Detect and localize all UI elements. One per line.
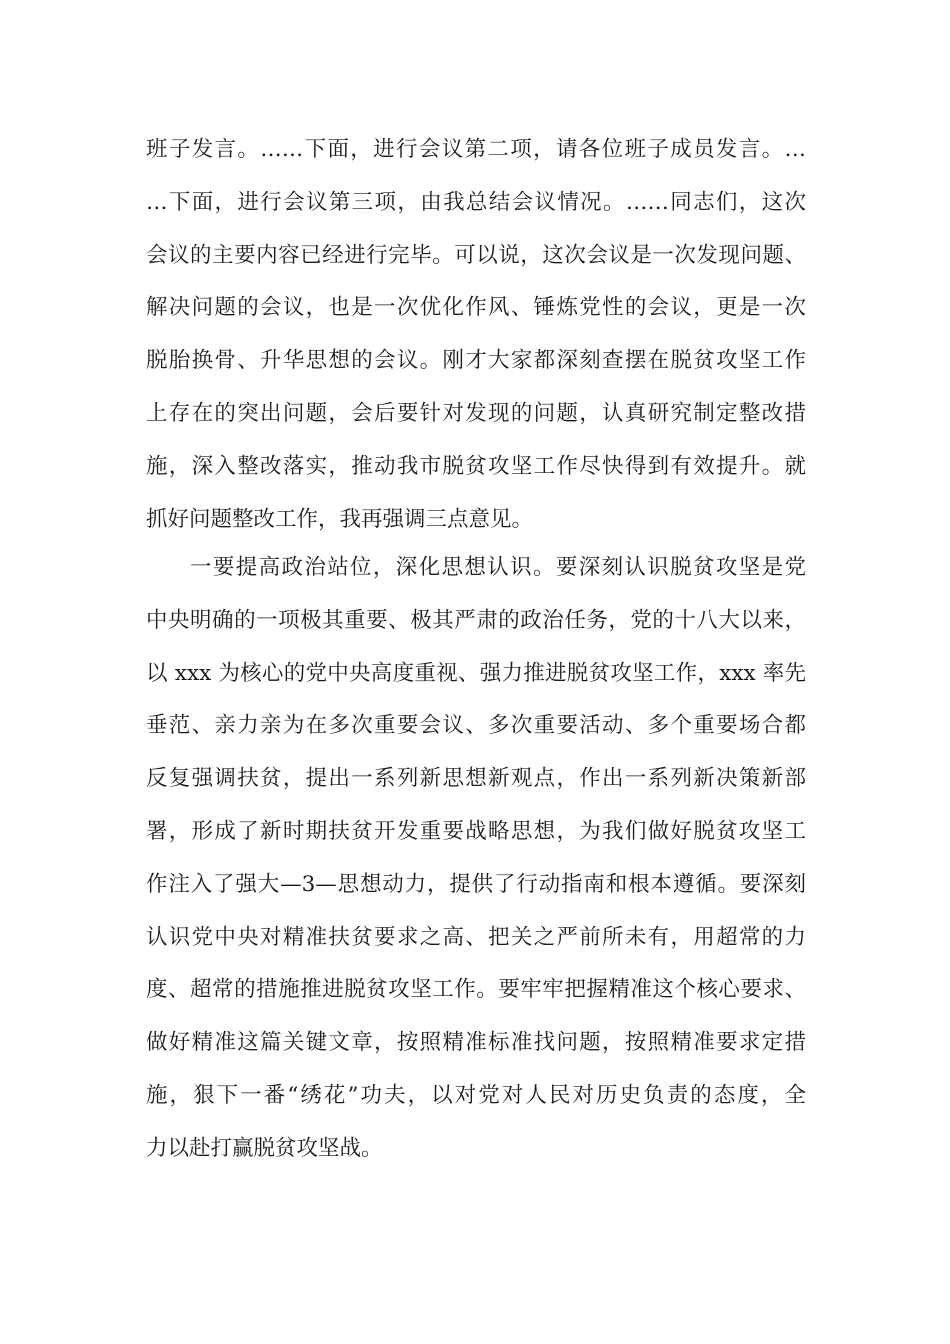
text-line: 施，狠下一番“绣花”功夫，以对党对人民对历史负责的态度，全 [146,1082,806,1108]
text-line: 认识党中央对精准扶贫要求之高、把关之严前所未有，用超常的力 [146,924,806,950]
text-line: 度、超常的措施推进脱贫攻坚工作。要牢牢把握精准这个核心要求、 [146,977,806,1003]
text-line: 反复强调扶贫，提出一系列新思想新观点，作出一系列新决策新部 [146,766,806,792]
text-line: …下面，进行会议第三项，由我总结会议情况。……同志们，这次 [146,189,806,215]
text-line: 垂范、亲力亲为在多次重要会议、多次重要活动、多个重要场合都 [146,713,806,739]
text-line: 解决问题的会议，也是一次优化作风、锤炼党性的会议，更是一次 [146,295,806,321]
text-line: 署，形成了新时期扶贫开发重要战略思想，为我们做好脱贫攻坚工 [146,818,806,844]
text-line: 力以赴打赢脱贫攻坚战。 [146,1135,383,1161]
text-line: 做好精准这篇关键文章，按照精准标准找问题，按照精准要求定措 [146,1030,806,1056]
text-line: 以 xxx 为核心的党中央高度重视、强力推进脱贫攻坚工作，xxx 率先 [146,660,806,686]
text-line: 会议的主要内容已经进行完毕。可以说，这次会议是一次发现问题、 [146,242,806,268]
text-line: 一要提高政治站位，深化思想认识。要深刻认识脱贫攻坚是党 [190,555,806,580]
text-line: 抓好问题整改工作，我再强调三点意见。 [146,506,534,532]
text-line: 施，深入整改落实，推动我市脱贫攻坚工作尽快得到有效提升。就 [146,453,806,479]
text-line: 班子发言。……下面，进行会议第二项，请各位班子成员发言。… [146,137,806,162]
text-line: 中央明确的一项极其重要、极其严肃的政治任务，党的十八大以来， [146,607,806,633]
paragraph-meeting-summary [146,124,806,546]
paragraph-political-stance [146,542,806,1176]
text-line: 上存在的突出问题，会后要针对发现的问题，认真研究制定整改措 [146,400,806,426]
text-line: 作注入了强大—3—思想动力，提供了行动指南和根本遵循。要深刻 [146,871,806,897]
text-line: 脱胎换骨、升华思想的会议。刚才大家都深刻查摆在脱贫攻坚工作 [146,348,806,374]
